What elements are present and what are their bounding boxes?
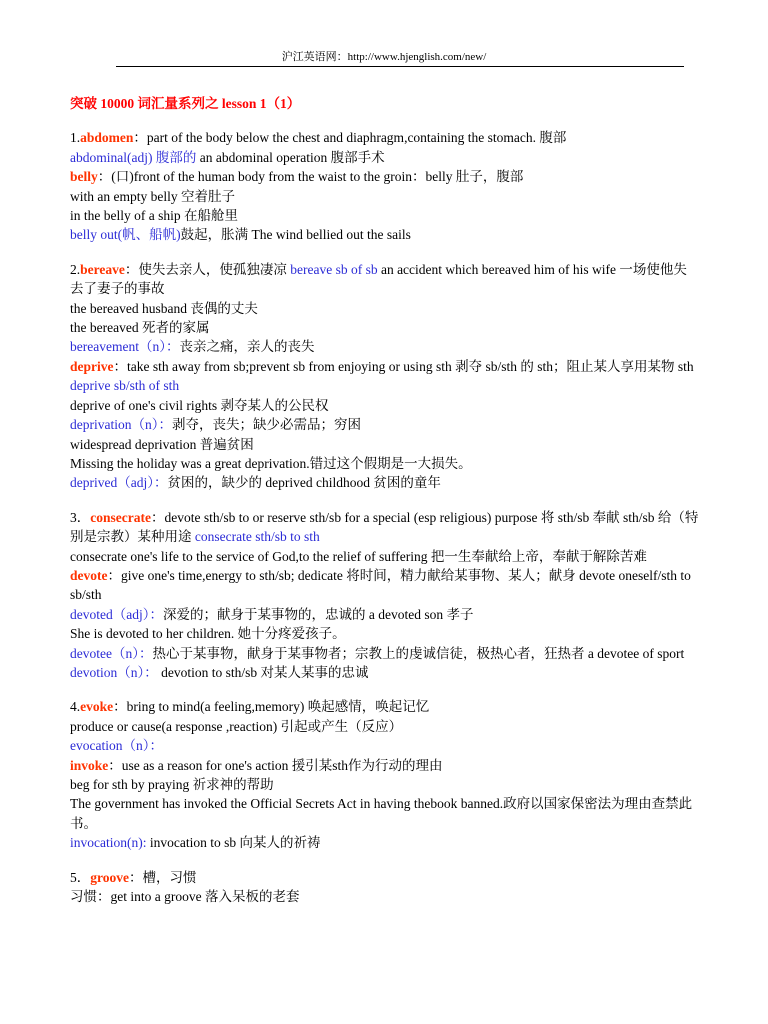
entry-text: 热心于某事物，献身于某事物者；宗教上的虔诚信徒，极热心者，狂热者 a devotee of sport <box>152 645 685 661</box>
document-body <box>70 94 700 921</box>
derivative-term: bereave sb of sb <box>290 261 378 277</box>
entry-text: beg for sth by praying 祈求神的帮助 <box>70 777 274 792</box>
entry-text: deprive of one's civil rights 剥夺某人的公民权 <box>70 397 329 413</box>
entry-line <box>70 357 700 376</box>
derivative-term: devotion（n）： <box>70 664 158 680</box>
entry-line <box>70 454 700 473</box>
headword: devote <box>70 567 108 583</box>
entry-text: 鼓起，胀满 The wind bellied out the sails <box>180 227 411 243</box>
derivative-term: belly out(帆、船帆) <box>70 227 181 243</box>
entry-text: the bereaved 死者的家属 <box>70 320 210 336</box>
header-text: 沪江英语网：http://www.hjenglish.com/new/ <box>281 51 487 63</box>
vocab-section <box>70 128 700 244</box>
entry-text: 剥夺，丧失；缺少必需品；穷困 <box>171 417 361 433</box>
entry-text: Missing the holiday was a great deprivation.错过这个假期是一大损失。 <box>70 455 472 471</box>
entry-text: She is devoted to her children. 她十分疼爱孩子。 <box>70 626 346 642</box>
entry-line <box>70 148 700 167</box>
entry-line <box>70 794 700 833</box>
entry-text: 4. <box>70 699 81 715</box>
entry-line <box>70 644 700 663</box>
entry-line <box>70 566 700 605</box>
entry-line <box>70 663 700 682</box>
entry-text: widespread deprivation 普遍贫困 <box>70 436 254 452</box>
entry-text: 3． <box>70 509 91 525</box>
entry-line <box>70 337 700 356</box>
entry-text: 习惯：get into a groove 落入呆板的老套 <box>70 889 300 905</box>
entry-line <box>70 547 700 566</box>
headword: invoke <box>70 757 109 773</box>
entry-text: an abdominal operation 腹部手术 <box>196 149 385 165</box>
lesson-title: 突破 10000 词汇量系列之 lesson 1（1） <box>70 96 301 111</box>
entry-line <box>70 167 700 186</box>
entry-text: ：devote sth/sb to or reserve sth/sb for a special (esp religious) purpose 将 sth/sb 奉献 sth/sb 给（特别是宗教）某种用途 <box>70 509 699 545</box>
entry-text: produce or cause(a response ,reaction) 引起或产生（反应） <box>70 718 403 734</box>
vocab-section <box>70 697 700 852</box>
entry-line <box>70 736 700 755</box>
derivative-term: devotee（n）： <box>70 645 153 661</box>
entry-text: with an empty belly 空着肚子 <box>70 188 235 204</box>
entry-text: 贫困的，缺少的 deprived childhood 贫困的童年 <box>167 475 441 491</box>
vocab-section <box>70 868 700 907</box>
entry-text: 5． <box>70 869 91 885</box>
headword: groove <box>90 869 129 885</box>
headword: evoke <box>80 699 114 715</box>
headword: bereave <box>80 261 125 277</box>
entry-line <box>70 624 700 643</box>
entry-line <box>70 605 700 624</box>
entry-line <box>70 318 700 337</box>
derivative-term: bereavement（n）： <box>70 339 180 355</box>
entry-line <box>70 473 700 492</box>
entry-line <box>70 697 700 716</box>
derivative-term: deprivation（n）： <box>70 417 172 433</box>
entry-line <box>70 260 700 299</box>
entry-text: 2. <box>70 261 81 277</box>
entry-text: ：use as a reason for one's action 援引某sth作为行动的理由 <box>108 757 443 773</box>
entry-text: ：槽，习惯 <box>129 869 197 885</box>
entry-text: ：bring to mind(a feeling,memory) 唤起感情，唤起记忆 <box>113 699 430 715</box>
entry-text: 深爱的；献身于某事物的，忠诚的 a devoted son 孝子 <box>162 606 474 622</box>
entry-text: an accident which bereaved him of his wife 一场使他失去了妻子的事故 <box>70 261 687 297</box>
entry-line <box>70 756 700 775</box>
entry-text: invocation to sb 向某人的祈祷 <box>146 835 321 851</box>
derivative-term: evocation（n）： <box>70 738 163 754</box>
derivative-term: consecrate sth/sb to sth <box>194 529 320 545</box>
derivative-term: invocation(n): <box>70 835 147 851</box>
entry-line <box>70 206 700 225</box>
vocab-section <box>70 508 700 683</box>
entry-line <box>70 415 700 434</box>
entry-text: The government has invoked the Official Secrets Act in having thebook banned.政府以国家保密法为理由查禁此书。 <box>70 796 693 831</box>
headword: deprive <box>70 358 114 374</box>
entry-line <box>70 833 700 852</box>
entry-text: ：take sth away from sb;prevent sb from enjoying or using sth 剥夺 sb/sth 的 sth；阻止某人享用某物 sth <box>113 358 694 374</box>
derivative-term: deprive sb/sth of sth <box>70 378 180 394</box>
vocabulary-sections <box>70 128 700 906</box>
entry-line <box>70 376 700 395</box>
entry-text: devotion to sth/sb 对某人某事的忠诚 <box>157 664 369 680</box>
entry-line <box>70 775 700 794</box>
derivative-term: abdominal(adj) 腹部的 <box>70 149 197 165</box>
derivative-term: devoted（adj）： <box>70 606 163 622</box>
entry-line <box>70 187 700 206</box>
entry-text: the bereaved husband 丧偶的丈夫 <box>70 300 258 316</box>
entry-text: 1. <box>70 130 81 146</box>
entry-text: 丧亲之痛，亲人的丧失 <box>179 339 315 355</box>
entry-text: ：使失去亲人，使孤独凄凉 <box>124 261 291 277</box>
entry-text: consecrate one's life to the service of God,to the relief of suffering 把一生奉献给上帝，奉献于解除苦难 <box>70 548 647 564</box>
entry-line <box>70 396 700 415</box>
entry-line <box>70 225 700 244</box>
entry-text: ：(口)front of the human body from the waist to the groin：belly 肚子，腹部 <box>97 169 524 185</box>
headword: consecrate <box>90 509 151 525</box>
header-rule <box>116 66 684 67</box>
entry-line <box>70 887 700 906</box>
headword: abdomen <box>80 130 134 146</box>
entry-line <box>70 717 700 736</box>
vocab-section <box>70 260 700 493</box>
entry-line <box>70 299 700 318</box>
entry-text: ：part of the body below the chest and diaphragm,containing the stomach. 腹部 <box>133 130 567 146</box>
entry-line <box>70 508 700 547</box>
entry-line <box>70 868 700 887</box>
entry-line <box>70 435 700 454</box>
entry-text: ：give one's time,energy to sth/sb; dedicate 将时间，精力献给某事物、某人；献身 devote oneself/sth to sb/sth <box>70 567 691 603</box>
headword: belly <box>70 169 98 185</box>
derivative-term: deprived（adj）： <box>70 475 168 491</box>
entry-text: in the belly of a ship 在船舱里 <box>70 208 238 224</box>
entry-line <box>70 128 700 147</box>
page-header <box>0 50 768 64</box>
